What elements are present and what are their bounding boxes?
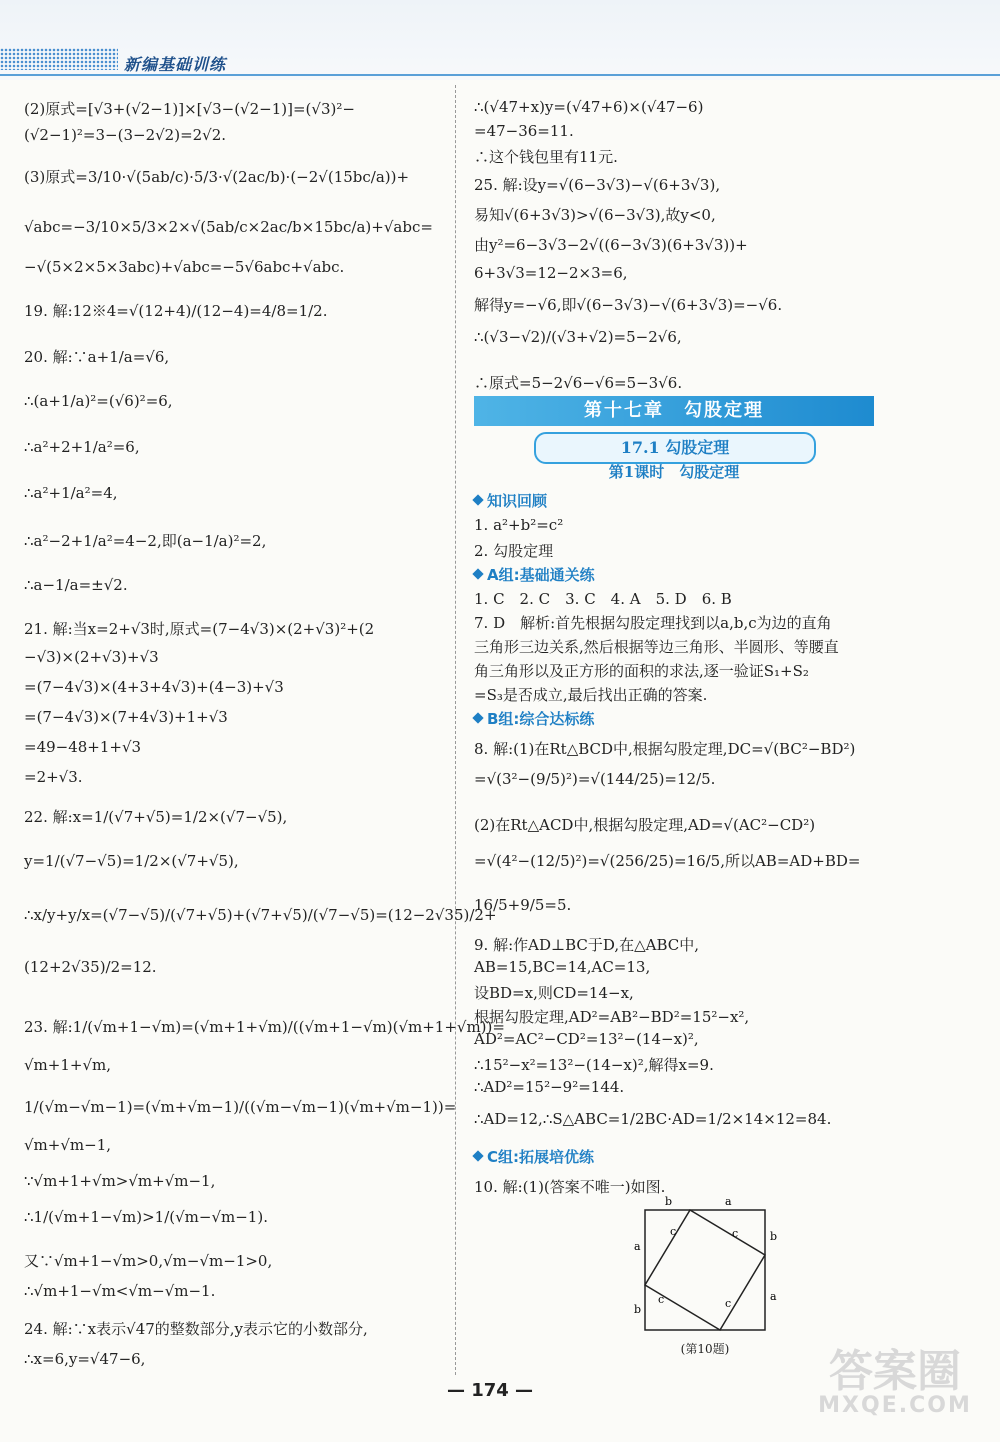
- watermark-url: MXQE.COM: [818, 1393, 972, 1418]
- text-line: −√3)×(2+√3)+√3: [24, 648, 159, 666]
- label-b-left: b: [634, 1303, 642, 1316]
- text-line: ∴AD²=15²−9²=144.: [474, 1078, 625, 1096]
- text-line: =49−48+1+√3: [24, 738, 142, 756]
- text-line: √abc=−3/10×5/3×2×√(5ab/c×2ac/b×15bc/a)+√abc=: [24, 218, 433, 236]
- text-line: √m+1+√m,: [24, 1056, 112, 1074]
- column-divider: [455, 85, 456, 1375]
- text-line: ∴x=6,y=√47−6,: [24, 1350, 146, 1368]
- label-c-2: c: [732, 1227, 739, 1240]
- text-line: ∴原式=5−2√6−√6=5−3√6.: [474, 374, 683, 392]
- text-line: ∴a²+2+1/a²=6,: [24, 438, 140, 456]
- text-line: (2)在Rt△ACD中,根据勾股定理,AD=√(AC²−CD²): [474, 816, 816, 834]
- text-line: 角三角形以及正方形的面积的求法,逐一验证S₁+S₂: [474, 662, 809, 680]
- group-head-c: C组:拓展培优练: [474, 1146, 594, 1167]
- label-c-1: c: [670, 1225, 677, 1238]
- text-line: ∴1/(√m+1−√m)>1/(√m−√m−1).: [24, 1208, 268, 1226]
- figure-caption: (第10题): [680, 1342, 730, 1356]
- text-line: (3)原式=3/10·√(5ab/c)·5/3·√(2ac/b)·(−2√(15bc/a))+: [24, 168, 410, 186]
- label-c-4: c: [725, 1297, 732, 1310]
- text-line: 根据勾股定理,AD²=AB²−BD²=15²−x²,: [474, 1008, 750, 1026]
- text-line: 解得y=−√6,即√(6−3√3)−√(6+3√3)=−√6.: [474, 296, 783, 314]
- outer-square: [645, 1210, 765, 1330]
- text-line: 又∵√m+1−√m>0,√m−√m−1>0,: [24, 1252, 273, 1270]
- text-line: 6+3√3=12−2×3=6,: [474, 264, 628, 282]
- text-line: 8. 解:(1)在Rt△BCD中,根据勾股定理,DC=√(BC²−BD²): [474, 740, 856, 758]
- text-line: ∴AD=12,∴S△ABC=1/2BC·AD=1/2×14×12=84.: [474, 1110, 832, 1128]
- text-line: =√(4²−(12/5)²)=√(256/25)=16/5,所以AB=AD+BD=: [474, 852, 861, 870]
- section-banner: 17.1 勾股定理: [534, 432, 816, 464]
- text-line: ∵√m+1+√m>√m+√m−1,: [24, 1172, 216, 1190]
- text-line: 1. C 2. C 3. C 4. A 5. D 6. B: [474, 590, 732, 608]
- text-line: 20. 解:∵a+1/a=√6,: [24, 348, 170, 366]
- text-line: 10. 解:(1)(答案不唯一)如图.: [474, 1178, 666, 1196]
- diamond-icon: [472, 712, 483, 723]
- label-a-top: a: [725, 1195, 732, 1208]
- pythagoras-figure: [620, 1195, 780, 1355]
- text-line: 9. 解:作AD⊥BC于D,在△ABC中,: [474, 936, 700, 954]
- text-line: 2. 勾股定理: [474, 542, 554, 560]
- text-line: (12+2√35)/2=12.: [24, 958, 157, 976]
- diamond-icon: [472, 1150, 483, 1161]
- text-line: y=1/(√7−√5)=1/2×(√7+√5),: [24, 852, 239, 870]
- text-line: ∴(√3−√2)/(√3+√2)=5−2√6,: [474, 328, 682, 346]
- text-line: (2)原式=[√3+(√2−1)]×[√3−(√2−1)]=(√3)²−: [24, 100, 355, 118]
- text-line: √m+√m−1,: [24, 1136, 112, 1154]
- text-line: 22. 解:x=1/(√7+√5)=1/2×(√7−√5),: [24, 808, 288, 826]
- label-c-3: c: [658, 1293, 665, 1306]
- header-rule: [0, 74, 1000, 76]
- series-title: 新编基础训练: [124, 55, 227, 74]
- diamond-icon: [472, 494, 483, 505]
- text-line: ∴√m+1−√m<√m−√m−1.: [24, 1282, 216, 1300]
- group-head-review: 知识回顾: [474, 490, 547, 511]
- group-head-b: B组:综合达标练: [474, 708, 594, 729]
- text-line: 19. 解:12※4=√(12+4)/(12−4)=4/8=1/2.: [24, 302, 328, 320]
- page-number: — 174 —: [446, 1380, 534, 1401]
- text-line: =√(3²−(9/5)²)=√(144/25)=12/5.: [474, 770, 716, 788]
- text-line: AD²=AC²−CD²=13²−(14−x)²,: [474, 1030, 699, 1048]
- text-line: =S₃是否成立,最后找出正确的答案.: [474, 686, 708, 704]
- text-line: 易知√(6+3√3)>√(6−3√3),故y<0,: [474, 206, 716, 224]
- text-line: (√2−1)²=3−(3−2√2)=2√2.: [24, 126, 227, 144]
- inner-square: [645, 1210, 765, 1330]
- text-line: ∴(a+1/a)²=(√6)²=6,: [24, 392, 173, 410]
- text-line: ∴15²−x²=13²−(14−x)²,解得x=9.: [474, 1056, 714, 1074]
- text-line: =(7−4√3)×(4+3+4√3)+(4−3)+√3: [24, 678, 284, 696]
- text-line: 23. 解:1/(√m+1−√m)=(√m+1+√m)/((√m+1−√m)(√m+1+√m))=: [24, 1018, 505, 1036]
- text-line: =47−36=11.: [474, 122, 574, 140]
- lesson-title: 第1课时 勾股定理: [608, 463, 740, 481]
- text-line: ∴a²+1/a²=4,: [24, 484, 118, 502]
- label-a-left: a: [634, 1240, 641, 1253]
- text-line: 1. a²+b²=c²: [474, 516, 564, 534]
- text-line: 设BD=x,则CD=14−x,: [474, 984, 634, 1002]
- text-line: 由y²=6−3√3−2√((6−3√3)(6+3√3))+: [474, 236, 748, 254]
- text-line: ∴这个钱包里有11元.: [474, 148, 618, 166]
- text-line: AB=15,BC=14,AC=13,: [474, 958, 651, 976]
- label-b-right: b: [770, 1230, 778, 1243]
- text-line: 25. 解:设y=√(6−3√3)−√(6+3√3),: [474, 176, 721, 194]
- text-line: ∴x/y+y/x=(√7−√5)/(√7+√5)+(√7+√5)/(√7−√5)=(12−2√35)/2+: [24, 906, 497, 924]
- label-b-top: b: [665, 1195, 673, 1208]
- text-line: 21. 解:当x=2+√3时,原式=(7−4√3)×(2+√3)²+(2: [24, 620, 375, 638]
- text-line: 7. D 解析:首先根据勾股定理找到以a,b,c为边的直角: [474, 614, 832, 632]
- group-head-a: A组:基础通关练: [474, 564, 595, 585]
- text-line: =(7−4√3)×(7+4√3)+1+√3: [24, 708, 228, 726]
- text-line: ∴(√47+x)y=(√47+6)×(√47−6): [474, 98, 704, 116]
- text-line: =2+√3.: [24, 768, 83, 786]
- text-line: ∴a²−2+1/a²=4−2,即(a−1/a)²=2,: [24, 532, 267, 550]
- text-line: −√(5×2×5×3abc)+√abc=−5√6abc+√abc.: [24, 258, 345, 276]
- text-line: 1/(√m−√m−1)=(√m+√m−1)/((√m−√m−1)(√m+√m−1))=: [24, 1098, 457, 1116]
- text-line: 三角形三边关系,然后根据等边三角形、半圆形、等腰直: [474, 638, 839, 656]
- diamond-icon: [472, 568, 483, 579]
- chapter-banner: 第十七章 勾股定理: [474, 396, 874, 426]
- watermark-text: 答案圈: [829, 1346, 961, 1397]
- text-line: 24. 解:∵x表示√47的整数部分,y表示它的小数部分,: [24, 1320, 368, 1338]
- header-dot-pattern: [0, 48, 118, 70]
- watermark-logo: [800, 1346, 990, 1430]
- label-a-right: a: [770, 1290, 777, 1303]
- text-line: 16/5+9/5=5.: [474, 896, 572, 914]
- text-line: ∴a−1/a=±√2.: [24, 576, 128, 594]
